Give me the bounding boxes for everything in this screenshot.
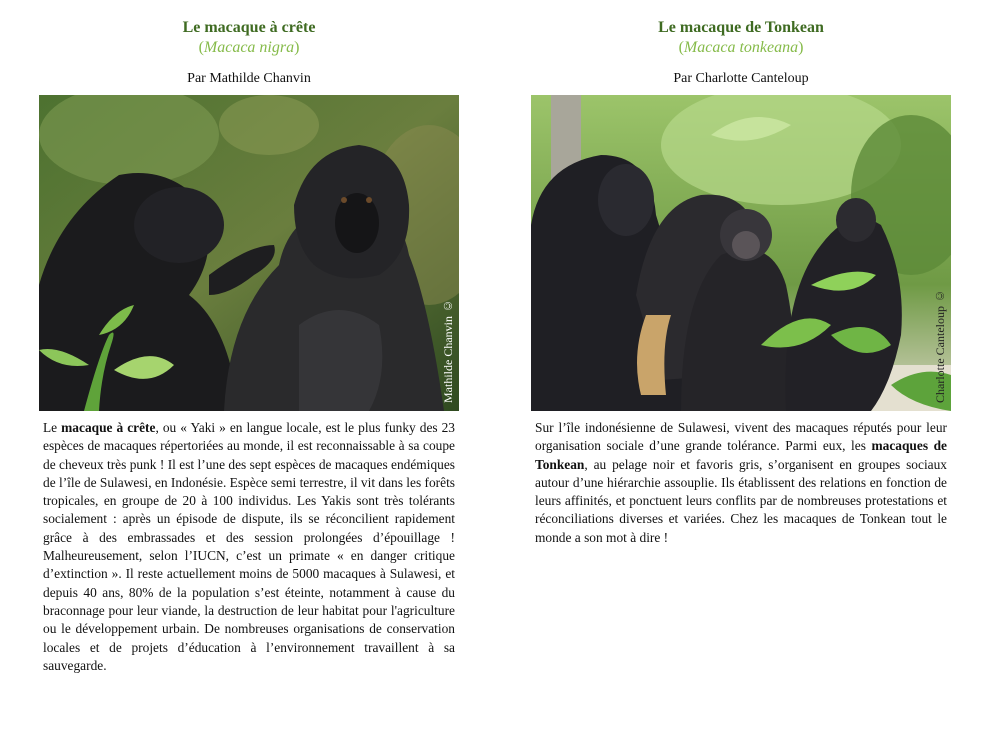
body-text-intro: Sur l’île indonésienne de Sulawesi, vivent des macaques réputés pour leur organisation sociale d’une grande tolérance. Parmi eux, les (535, 420, 947, 454)
article-crested-macaque (39, 0, 459, 675)
tonkean-macaque-illustration (531, 95, 951, 411)
body-text-bold: macaque à crête (61, 420, 156, 435)
crested-macaque-photo (39, 95, 459, 411)
scientific-name: (Macaca tonkeana) (678, 39, 804, 56)
article-body (535, 419, 947, 547)
crested-macaque-illustration (39, 95, 459, 411)
article-title: Le macaque à crête (182, 19, 316, 36)
scientific-name: (Macaca nigra) (198, 39, 300, 56)
scientific-name-text: Macaca nigra (203, 39, 295, 56)
article-title: Le macaque de Tonkean (658, 19, 824, 36)
author-byline: Par Charlotte Canteloup (673, 71, 809, 86)
photo-credit: Charlotte Canteloup © (933, 289, 947, 403)
photo-credit: Mathilde Chanvin © (441, 299, 455, 403)
body-text-bold: macaques de Tonkean (535, 438, 947, 472)
tonkean-macaque-photo (531, 95, 951, 411)
author-byline: Par Mathilde Chanvin (187, 71, 311, 86)
body-text-rest: , ou « Yaki » en langue locale, est le plus funky des 23 espèces de macaques répertoriées au monde, il est reconnaissable à sa coupe de cheveux très punk ! Il est l’une des sept espèces de macaques endémiques de l’île de Sulawesi, en Indonésie. Espèce semi terrestre, il vit dans les forêts tropicales, en groupe de 20 à 100 individus. Les Yakis sont très tolérants socialement : après un épisode de dispute, ils se réconcilient rapidement grâce à des embrassades et des session prolongées d’épouillage ! Malheureusement, selon l’IUCN, c’est un primate « en danger critique d’extinction ». Il reste actuellement moins de 5000 macaques à Sulawesi, et depuis 40 ans, 80% de la population s’est éteinte, notamment à cause du braconnage pour leur viande, la destruction de leur habitat pour l'agriculture ou le développement urbain. De nombreuses organisations de conservation locales et de projets d’éducation à l’environnement travaillent à sa sauvegarde. (43, 420, 456, 673)
article-tonkean-macaque (531, 0, 951, 547)
body-text-rest: , au pelage noir et favoris gris, s’organisent en groupes sociaux autour d’une hiérarchie assouplie. Ils établissent des relations en fonction de leurs affinités, et ponctuent leurs conflits par de nombreuses protestations et réconciliations diverses et variées. Chez les macaques de Tonkean tout le monde a son mot à dire ! (535, 456, 947, 545)
scientific-name-text: Macaca tonkeana (683, 39, 799, 56)
body-text-intro: Le (43, 420, 62, 435)
article-body (43, 419, 455, 675)
